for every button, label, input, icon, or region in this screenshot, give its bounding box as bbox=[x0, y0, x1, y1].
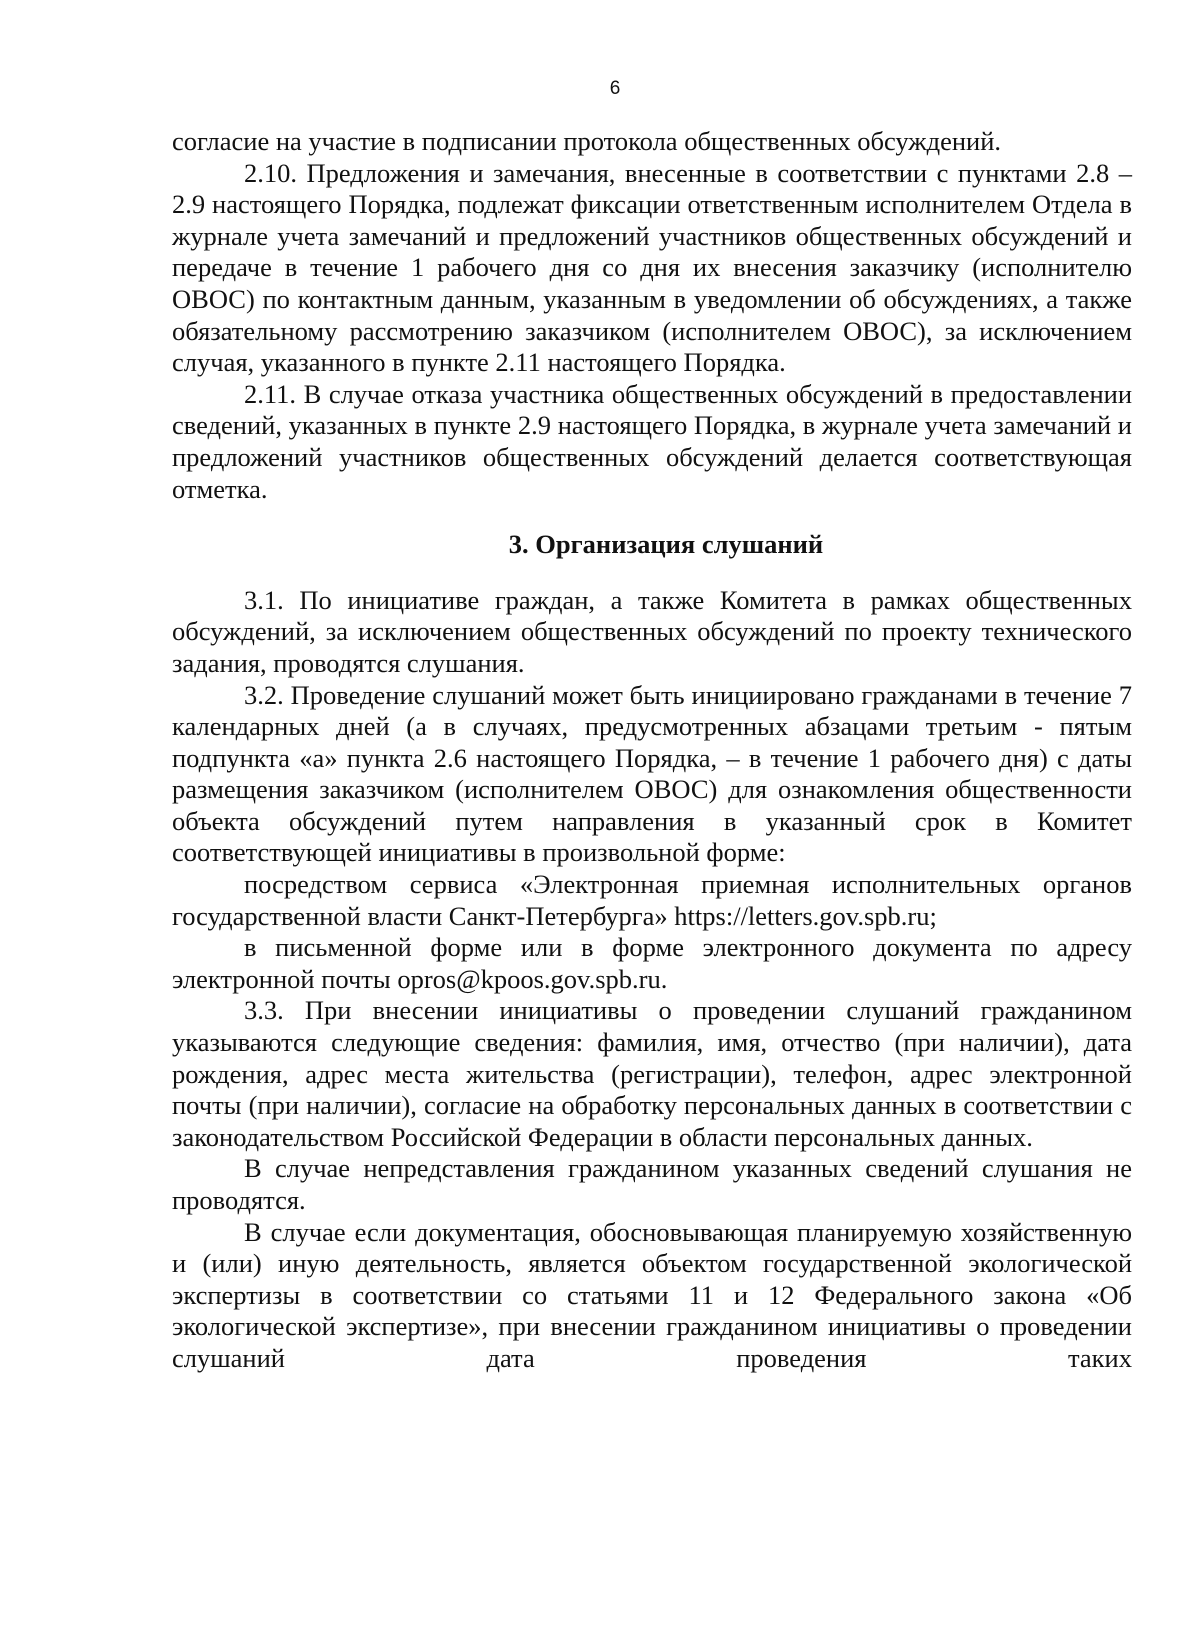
paragraph-continuation: согласие на участие в подписании протокола общественных обсуждений. bbox=[172, 126, 1002, 156]
paragraph-3-3-expertise: В случае если документация, обосновывающая планируемую хозяйственную и (или) иную деятельность, является объектом государственной экологической экспертизы в соответствии со статьями 11 и 12 Федерального закона «Об экологической экспертизе», при внесении гражданином инициативы о проведении слушаний дата проведения таких bbox=[172, 1216, 1132, 1373]
paragraph-3-3: 3.3. При внесении инициативы о проведении слушаний гражданином указываются следующие сведения: фамилия, имя, отчество (при наличии), дата рождения, адрес места жительства (регистрации), телефон, адрес электронной почты (при наличии), согласие на обработку персональных данных в соответствии с законодательством Российской Федерации в области персональных данных. bbox=[172, 995, 1132, 1152]
paragraph-3-2: 3.2. Проведение слушаний может быть инициировано гражданами в течение 7 календарных дней (а в случаях, предусмотренных абзацами третьим - пятым подпункта «а» пункта 2.6 настоящего Порядка, – в течение 1 рабочего дня) с даты размещения заказчиком (исполнителем ОВОС) для ознакомления общественности объекта обсуждений путем направления в указанный срок в Комитет соответствующей инициативы в произвольной форме: bbox=[172, 679, 1132, 868]
paragraph-2-10: 2.10. Предложения и замечания, внесенные в соответствии с пунктами 2.8 – 2.9 настоящего Порядка, подлежат фиксации ответственным исполнителем Отдела в журнале учета замечаний и предложений участников общественных обсуждений и передаче в течение 1 рабочего дня со дня их внесения заказчику (исполнителю ОВОС) по контактным данным, указанным в уведомлении об обсуждениях, а также обязательному рассмотрению заказчиком (исполнителем ОВОС), за исключением случая, указанного в пункте 2.11 настоящего Порядка. bbox=[172, 157, 1132, 378]
paragraph-3-2-item-email: в письменной форме или в форме электронного документа по адресу электронной почты opros@kpoos.gov.spb.ru. bbox=[172, 932, 1132, 994]
paragraph-3-2-item-online-service: посредством сервиса «Электронная приемная исполнительных органов государственной власти Санкт-Петербурга» https://letters.gov.spb.ru; bbox=[172, 869, 1132, 931]
section-heading: 3. Организация слушаний bbox=[508, 529, 824, 560]
page-number: 6 bbox=[609, 78, 621, 99]
paragraph-3-3-no-info: В случае непредставления гражданином указанных сведений слушания не проводятся. bbox=[172, 1153, 1132, 1215]
document-body bbox=[172, 126, 1132, 1375]
paragraph-3-1: 3.1. По инициативе граждан, а также Комитета в рамках общественных обсуждений, за исключением общественных обсуждений по проекту технического задания, проводятся слушания. bbox=[172, 584, 1132, 678]
paragraph-2-11: 2.11. В случае отказа участника общественных обсуждений в предоставлении сведений, указанных в пункте 2.9 настоящего Порядка, в журнале учета замечаний и предложений участников общественных обсуждений делается соответствующая отметка. bbox=[172, 378, 1132, 504]
